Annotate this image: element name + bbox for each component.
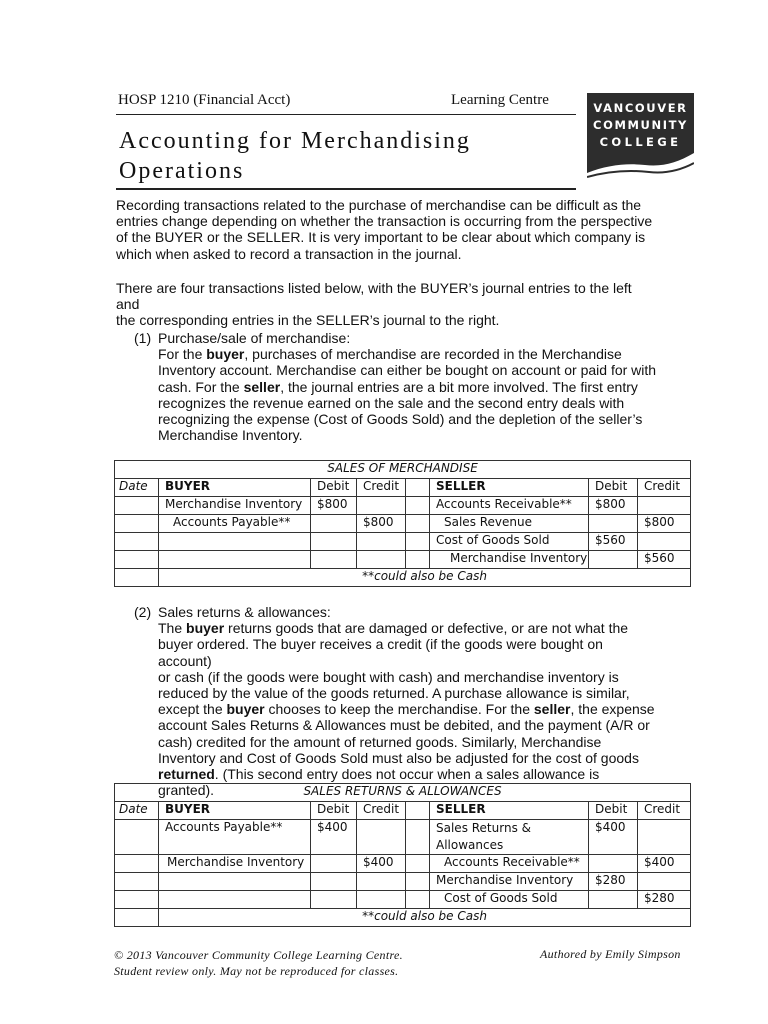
seller-credit [638,873,691,891]
table-row [115,891,691,909]
seller-debit: $800 [589,497,638,515]
date-cell [115,873,159,891]
spacer-cell [406,479,430,497]
text-line: buyer ordered. The buyer receives a credit (if the goods were bought on account) [158,636,603,669]
spacer-cell [406,515,430,533]
buyer-debit [311,551,357,569]
seller-credit: $280 [638,891,691,909]
buyer-debit [311,855,357,873]
section-heading: Sales returns & allowances: [158,604,331,620]
table-caption: SALES RETURNS & ALLOWANCES [115,784,691,802]
table-header-row [115,802,691,820]
buyer-debit: $400 [311,820,357,855]
date-cell [115,820,159,855]
table-row [115,533,691,551]
date-cell [115,551,159,569]
seller-credit: $560 [638,551,691,569]
logo-line: VANCOUVER [593,101,688,115]
seller-debit: $400 [589,820,638,855]
table-header-row [115,479,691,497]
seller-header: SELLER [430,479,589,497]
debit-header: Debit [311,802,357,820]
seller-debit [589,515,638,533]
seller-credit [638,497,691,515]
seller-account: Cost of Goods Sold [430,891,589,909]
table-row [115,873,691,891]
footer-line: © 2013 Vancouver Community College Learning Centre. [114,948,403,962]
seller-debit: $280 [589,873,638,891]
spacer-cell [406,820,430,855]
buyer-header: BUYER [159,802,311,820]
table-note: **could also be Cash [159,569,691,587]
text-line: Merchandise Inventory. [158,427,303,444]
intro-paragraph [116,197,656,262]
page-title-line: Accounting for Merchandising [119,128,471,154]
seller-header: SELLER [430,802,589,820]
seller-debit: $560 [589,533,638,551]
buyer-account: Merchandise Inventory [159,497,311,515]
table-row [115,820,691,855]
buyer-debit [311,873,357,891]
seller-account: Accounts Receivable** [430,497,589,515]
table-caption-row [115,784,691,802]
buyer-credit [357,551,406,569]
text-line: There are four transactions listed below, with the BUYER’s journal entries to the left and [116,280,632,313]
section-1-text [158,330,658,443]
seller-account: Merchandise Inventory [430,873,589,891]
text-line: Recording transactions related to the purchase of merchandise can be difficult as the [116,197,642,213]
text-line: recognizing the expense (Cost of Goods Sold) and the depletion of the seller’s [158,411,643,428]
table-caption: SALES OF MERCHANDISE [115,461,691,479]
seller-credit [638,820,691,855]
date-cell [115,909,159,927]
buyer-debit [311,891,357,909]
debit-header: Debit [589,802,638,820]
seller-credit: $400 [638,855,691,873]
spacer-cell [406,855,430,873]
text-line: except the buyer chooses to keep the merchandise. For the seller, the expense [158,701,655,718]
date-cell [115,891,159,909]
table-row [115,497,691,515]
learning-centre-label: Learning Centre [451,92,549,108]
text-line: or cash (if the goods were bought with cash) and merchandise inventory is [158,668,619,685]
table-caption-row [115,461,691,479]
buyer-account [159,533,311,551]
page-title [119,126,471,186]
copyright-notice [114,947,403,979]
seller-account: Sales Revenue [430,515,589,533]
date-cell [115,533,159,551]
date-cell [115,855,159,873]
text-line: cash) credited for the amount of returned goods. Similarly, Merchandise [158,733,602,750]
credit-header: Credit [638,802,691,820]
vcc-logo [587,93,694,184]
text-line: the corresponding entries in the SELLER’s journal to the right. [116,312,500,329]
date-header: Date [115,802,159,820]
text-line: cash. For the seller, the journal entries are a bit more involved. The first entry [158,378,638,395]
text-line: For the buyer, purchases of merchandise are recorded in the Merchandise [158,346,622,363]
buyer-account [159,551,311,569]
credit-header: Credit [357,479,406,497]
text-line: Inventory account. Merchandise can either be bought on account or paid for with [158,362,657,379]
spacer-cell [406,533,430,551]
buyer-debit: $800 [311,497,357,515]
logo-line: COMMUNITY [593,118,688,132]
spacer-cell [406,873,430,891]
text-line: returned. (This second entry does not occur when a sales allowance is granted). [158,766,600,799]
buyer-credit [357,497,406,515]
author-credit: Authored by Emily Simpson [540,947,681,961]
section-heading: Purchase/sale of merchandise: [158,330,351,346]
debit-header: Debit [589,479,638,497]
section-2-text [158,604,658,798]
seller-account: Sales Returns & Allowances [430,820,589,855]
table-row [115,515,691,533]
spacer-cell [406,802,430,820]
buyer-credit [357,873,406,891]
text-line: of the BUYER or the SELLER. It is very important to be clear about which company is [116,229,646,246]
spacer-cell [406,891,430,909]
spacer-cell [406,551,430,569]
title-rule [116,188,576,190]
table-row [115,551,691,569]
credit-header: Credit [638,479,691,497]
page-title-line: Operations [119,158,245,184]
buyer-account [159,873,311,891]
table-row [115,855,691,873]
table-note-row [115,909,691,927]
seller-debit [589,551,638,569]
text-line: The buyer returns goods that are damaged or defective, or are not what the [158,620,629,637]
footer-line: Student review only. May not be reproduced for classes. [114,964,399,978]
buyer-debit [311,515,357,533]
buyer-header: BUYER [159,479,311,497]
date-header: Date [115,479,159,497]
seller-account: Accounts Receivable** [430,855,589,873]
text-line: entries change depending on whether the transaction is occurring from the perspective [116,213,653,230]
buyer-credit [357,891,406,909]
seller-account: Cost of Goods Sold [430,533,589,551]
seller-debit [589,891,638,909]
text-line: reduced by the value of the goods returned. A purchase allowance is similar, [158,685,630,702]
section-number: (2) [134,604,152,620]
seller-credit: $800 [638,515,691,533]
seller-debit [589,855,638,873]
buyer-credit [357,533,406,551]
text-line: Inventory and Cost of Goods Sold must also be adjusted for the cost of goods [158,749,639,766]
buyer-debit [311,533,357,551]
buyer-credit: $800 [357,515,406,533]
mountain-wave-icon [587,93,694,184]
header-rule [116,114,576,115]
sales-returns-allowances-table [114,783,691,927]
logo-line: COLLEGE [599,135,682,149]
text-line: recognizes the revenue earned on the sale and the second entry deals with [158,394,625,411]
section-number: (1) [134,330,152,346]
buyer-account: Accounts Payable** [159,820,311,855]
date-cell [115,569,159,587]
date-cell [115,497,159,515]
buyer-credit [357,820,406,855]
course-code: HOSP 1210 (Financial Acct) [118,92,291,108]
spacer-cell [406,497,430,515]
text-line: account Sales Returns & Allowances must be debited, and the payment (A/R or [158,717,650,734]
buyer-account: Merchandise Inventory [159,855,311,873]
date-cell [115,515,159,533]
text-line: which when asked to record a transaction in the journal. [116,245,462,262]
intro-paragraph-2 [116,280,656,329]
buyer-account: Accounts Payable** [159,515,311,533]
seller-credit [638,533,691,551]
table-note: **could also be Cash [159,909,691,927]
buyer-account [159,891,311,909]
credit-header: Credit [357,802,406,820]
sales-of-merchandise-table [114,460,691,587]
buyer-credit: $400 [357,855,406,873]
debit-header: Debit [311,479,357,497]
table-note-row [115,569,691,587]
seller-account: Merchandise Inventory [430,551,589,569]
